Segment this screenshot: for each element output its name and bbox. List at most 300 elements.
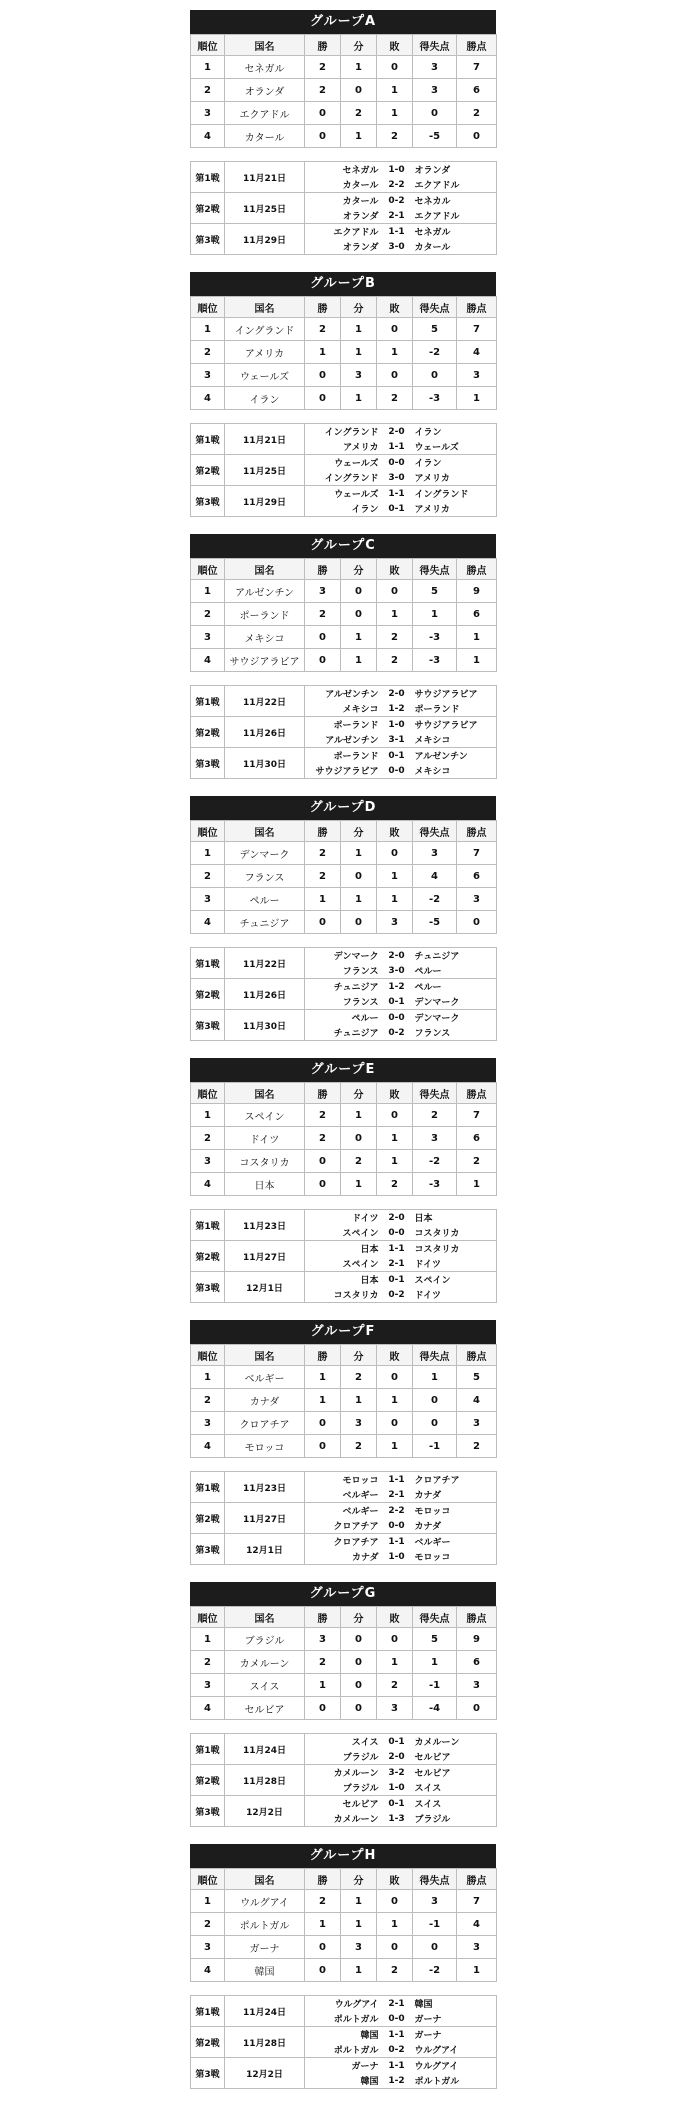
home-team: ブラジル xyxy=(305,1780,383,1796)
match-score: 3-0 xyxy=(383,963,411,979)
header-rank: 順位 xyxy=(191,1345,225,1366)
match-score: 2-1 xyxy=(383,208,411,224)
standings-row xyxy=(191,318,497,341)
away-team: カナダ xyxy=(411,1487,497,1503)
match-score: 1-1 xyxy=(383,2058,411,2074)
team-cell: 日本 xyxy=(225,1173,305,1196)
home-team: エクアドル xyxy=(305,224,383,240)
header-loss: 敗 xyxy=(377,1607,413,1628)
rank-cell: 1 xyxy=(191,1104,225,1127)
win-cell: 2 xyxy=(305,318,341,341)
header-gd: 得失点 xyxy=(413,1607,457,1628)
matches-table xyxy=(190,947,497,1041)
group-title: グループB xyxy=(190,272,496,296)
win-cell: 2 xyxy=(305,603,341,626)
header-loss: 敗 xyxy=(377,821,413,842)
pts-cell: 1 xyxy=(457,626,497,649)
header-win: 勝 xyxy=(305,1345,341,1366)
team-cell: クロアチア xyxy=(225,1412,305,1435)
gd-cell: 0 xyxy=(413,1936,457,1959)
win-cell: 0 xyxy=(305,1435,341,1458)
standings-row xyxy=(191,1651,497,1674)
home-team: メキシコ xyxy=(305,701,383,717)
win-cell: 1 xyxy=(305,1674,341,1697)
round-label: 第3戦 xyxy=(191,224,225,255)
rank-cell: 3 xyxy=(191,102,225,125)
pts-cell: 5 xyxy=(457,1366,497,1389)
home-team: ウルグアイ xyxy=(305,1996,383,2012)
home-team: フランス xyxy=(305,994,383,1010)
away-team: コスタリカ xyxy=(411,1241,497,1257)
gd-cell: 0 xyxy=(413,102,457,125)
standings-row xyxy=(191,1890,497,1913)
draw-cell: 0 xyxy=(341,79,377,102)
loss-cell: 2 xyxy=(377,1674,413,1697)
round-label: 第1戦 xyxy=(191,1210,225,1241)
standings-row xyxy=(191,79,497,102)
standings-table xyxy=(190,558,497,672)
header-win: 勝 xyxy=(305,1869,341,1890)
team-cell: デンマーク xyxy=(225,842,305,865)
draw-cell: 0 xyxy=(341,911,377,934)
pts-cell: 6 xyxy=(457,865,497,888)
pts-cell: 6 xyxy=(457,1651,497,1674)
loss-cell: 1 xyxy=(377,341,413,364)
win-cell: 1 xyxy=(305,1366,341,1389)
standings-row xyxy=(191,580,497,603)
away-team: ポルトガル xyxy=(411,2073,497,2089)
team-cell: エクアドル xyxy=(225,102,305,125)
win-cell: 0 xyxy=(305,911,341,934)
standings-row xyxy=(191,1104,497,1127)
match-score: 0-1 xyxy=(383,1734,411,1750)
away-team: デンマーク xyxy=(411,994,497,1010)
gd-cell: 3 xyxy=(413,1127,457,1150)
away-team: ドイツ xyxy=(411,1256,497,1272)
home-team: アルゼンチン xyxy=(305,732,383,748)
team-cell: スイス xyxy=(225,1674,305,1697)
match-score: 1-0 xyxy=(383,717,411,733)
group-title: グループC xyxy=(190,534,496,558)
match-row xyxy=(191,1272,497,1288)
home-team: セネガル xyxy=(305,162,383,178)
match-date: 11月28日 xyxy=(225,1765,305,1796)
home-team: ブラジル xyxy=(305,1749,383,1765)
draw-cell: 3 xyxy=(341,1936,377,1959)
gd-cell: 5 xyxy=(413,1628,457,1651)
away-team: 韓国 xyxy=(411,1996,497,2012)
standings-row xyxy=(191,1173,497,1196)
draw-cell: 1 xyxy=(341,318,377,341)
header-gd: 得失点 xyxy=(413,559,457,580)
header-win: 勝 xyxy=(305,297,341,318)
draw-cell: 1 xyxy=(341,341,377,364)
team-cell: 韓国 xyxy=(225,1959,305,1982)
pts-cell: 4 xyxy=(457,1389,497,1412)
header-rank: 順位 xyxy=(191,821,225,842)
round-label: 第2戦 xyxy=(191,1765,225,1796)
header-pts: 勝点 xyxy=(457,821,497,842)
round-label: 第3戦 xyxy=(191,1010,225,1041)
matches-table xyxy=(190,1995,497,2089)
pts-cell: 1 xyxy=(457,649,497,672)
team-cell: カタール xyxy=(225,125,305,148)
gd-cell: 3 xyxy=(413,842,457,865)
loss-cell: 1 xyxy=(377,888,413,911)
gd-cell: -4 xyxy=(413,1697,457,1720)
home-team: クロアチア xyxy=(305,1518,383,1534)
standings-row xyxy=(191,626,497,649)
rank-cell: 4 xyxy=(191,1697,225,1720)
gd-cell: 5 xyxy=(413,580,457,603)
pts-cell: 7 xyxy=(457,56,497,79)
pts-cell: 0 xyxy=(457,1697,497,1720)
match-score: 2-0 xyxy=(383,1749,411,1765)
rank-cell: 3 xyxy=(191,1412,225,1435)
loss-cell: 2 xyxy=(377,1173,413,1196)
away-team: イングランド xyxy=(411,486,497,502)
loss-cell: 2 xyxy=(377,1959,413,1982)
standings-row xyxy=(191,1412,497,1435)
match-date: 11月22日 xyxy=(225,948,305,979)
header-team: 国名 xyxy=(225,35,305,56)
match-row xyxy=(191,1210,497,1226)
group-section xyxy=(190,534,496,779)
team-cell: ウルグアイ xyxy=(225,1890,305,1913)
round-label: 第3戦 xyxy=(191,1534,225,1565)
standings-row xyxy=(191,865,497,888)
away-team: ドイツ xyxy=(411,1287,497,1303)
match-date: 11月27日 xyxy=(225,1241,305,1272)
header-pts: 勝点 xyxy=(457,559,497,580)
away-team: クロアチア xyxy=(411,1472,497,1488)
gd-cell: -3 xyxy=(413,387,457,410)
away-team: ガーナ xyxy=(411,2027,497,2043)
gd-cell: 1 xyxy=(413,603,457,626)
home-team: オランダ xyxy=(305,239,383,255)
match-score: 0-2 xyxy=(383,2042,411,2058)
match-date: 11月23日 xyxy=(225,1472,305,1503)
loss-cell: 0 xyxy=(377,318,413,341)
team-cell: チュニジア xyxy=(225,911,305,934)
rank-cell: 2 xyxy=(191,1651,225,1674)
home-team: セルビア xyxy=(305,1796,383,1812)
round-label: 第3戦 xyxy=(191,486,225,517)
team-cell: メキシコ xyxy=(225,626,305,649)
home-team: 韓国 xyxy=(305,2073,383,2089)
match-row xyxy=(191,2027,497,2043)
home-team: 日本 xyxy=(305,1241,383,1257)
home-team: イングランド xyxy=(305,424,383,440)
loss-cell: 1 xyxy=(377,1435,413,1458)
header-team: 国名 xyxy=(225,1607,305,1628)
gd-cell: -5 xyxy=(413,911,457,934)
match-score: 0-0 xyxy=(383,2011,411,2027)
home-team: スペイン xyxy=(305,1256,383,1272)
match-score: 1-1 xyxy=(383,1534,411,1550)
gd-cell: 2 xyxy=(413,1104,457,1127)
away-team: オランダ xyxy=(411,162,497,178)
rank-cell: 4 xyxy=(191,1173,225,1196)
rank-cell: 4 xyxy=(191,911,225,934)
standings-row xyxy=(191,125,497,148)
header-rank: 順位 xyxy=(191,1083,225,1104)
round-label: 第3戦 xyxy=(191,748,225,779)
match-date: 11月21日 xyxy=(225,424,305,455)
draw-cell: 1 xyxy=(341,649,377,672)
pts-cell: 3 xyxy=(457,1936,497,1959)
header-win: 勝 xyxy=(305,1083,341,1104)
header-gd: 得失点 xyxy=(413,1869,457,1890)
match-score: 1-3 xyxy=(383,1811,411,1827)
gd-cell: -2 xyxy=(413,1959,457,1982)
draw-cell: 2 xyxy=(341,1150,377,1173)
match-date: 11月25日 xyxy=(225,193,305,224)
team-cell: ポーランド xyxy=(225,603,305,626)
rank-cell: 1 xyxy=(191,318,225,341)
round-label: 第2戦 xyxy=(191,717,225,748)
match-score: 2-0 xyxy=(383,424,411,440)
away-team: ペルー xyxy=(411,979,497,995)
rank-cell: 4 xyxy=(191,1435,225,1458)
header-rank: 順位 xyxy=(191,1869,225,1890)
away-team: ペルー xyxy=(411,963,497,979)
match-row xyxy=(191,979,497,995)
draw-cell: 1 xyxy=(341,1104,377,1127)
win-cell: 2 xyxy=(305,56,341,79)
win-cell: 0 xyxy=(305,125,341,148)
home-team: コスタリカ xyxy=(305,1287,383,1303)
rank-cell: 2 xyxy=(191,341,225,364)
loss-cell: 0 xyxy=(377,580,413,603)
win-cell: 2 xyxy=(305,865,341,888)
home-team: ポーランド xyxy=(305,717,383,733)
loss-cell: 0 xyxy=(377,1628,413,1651)
draw-cell: 1 xyxy=(341,1389,377,1412)
round-label: 第1戦 xyxy=(191,1472,225,1503)
standings-row xyxy=(191,1913,497,1936)
group-section xyxy=(190,1058,496,1303)
header-loss: 敗 xyxy=(377,559,413,580)
round-label: 第2戦 xyxy=(191,1241,225,1272)
away-team: エクアドル xyxy=(411,208,497,224)
pts-cell: 7 xyxy=(457,842,497,865)
team-cell: サウジアラビア xyxy=(225,649,305,672)
draw-cell: 3 xyxy=(341,364,377,387)
gd-cell: -1 xyxy=(413,1674,457,1697)
win-cell: 0 xyxy=(305,1150,341,1173)
gd-cell: 0 xyxy=(413,1412,457,1435)
home-team: ベルギー xyxy=(305,1487,383,1503)
home-team: ガーナ xyxy=(305,2058,383,2074)
gd-cell: 0 xyxy=(413,364,457,387)
header-draw: 分 xyxy=(341,1607,377,1628)
match-date: 12月1日 xyxy=(225,1534,305,1565)
header-pts: 勝点 xyxy=(457,297,497,318)
match-date: 11月24日 xyxy=(225,1734,305,1765)
rank-cell: 3 xyxy=(191,364,225,387)
match-row xyxy=(191,224,497,240)
team-cell: カメルーン xyxy=(225,1651,305,1674)
pts-cell: 2 xyxy=(457,1150,497,1173)
standings-row xyxy=(191,1127,497,1150)
match-date: 11月25日 xyxy=(225,455,305,486)
home-team: カメルーン xyxy=(305,1811,383,1827)
standings-row xyxy=(191,387,497,410)
rank-cell: 4 xyxy=(191,125,225,148)
rank-cell: 1 xyxy=(191,1628,225,1651)
match-score: 3-1 xyxy=(383,732,411,748)
standings-row xyxy=(191,1628,497,1651)
match-score: 1-1 xyxy=(383,486,411,502)
match-score: 2-1 xyxy=(383,1487,411,1503)
home-team: スペイン xyxy=(305,1225,383,1241)
round-label: 第2戦 xyxy=(191,193,225,224)
away-team: エクアドル xyxy=(411,177,497,193)
pts-cell: 9 xyxy=(457,1628,497,1651)
away-team: ブラジル xyxy=(411,1811,497,1827)
group-title: グループH xyxy=(190,1844,496,1868)
win-cell: 2 xyxy=(305,842,341,865)
home-team: アルゼンチン xyxy=(305,686,383,702)
groups-container xyxy=(190,10,496,2106)
match-score: 0-0 xyxy=(383,1225,411,1241)
match-score: 0-2 xyxy=(383,1287,411,1303)
home-team: 日本 xyxy=(305,1272,383,1288)
loss-cell: 0 xyxy=(377,1366,413,1389)
away-team: フランス xyxy=(411,1025,497,1041)
away-team: メキシコ xyxy=(411,732,497,748)
round-label: 第2戦 xyxy=(191,979,225,1010)
match-row xyxy=(191,748,497,764)
match-score: 2-2 xyxy=(383,1503,411,1519)
rank-cell: 2 xyxy=(191,603,225,626)
draw-cell: 1 xyxy=(341,888,377,911)
match-score: 0-1 xyxy=(383,994,411,1010)
away-team: アメリカ xyxy=(411,470,497,486)
group-title: グループD xyxy=(190,796,496,820)
header-draw: 分 xyxy=(341,559,377,580)
standings-header-row xyxy=(191,35,497,56)
header-rank: 順位 xyxy=(191,35,225,56)
group-title: グループG xyxy=(190,1582,496,1606)
header-pts: 勝点 xyxy=(457,1869,497,1890)
away-team: デンマーク xyxy=(411,1010,497,1026)
match-score: 3-0 xyxy=(383,239,411,255)
gd-cell: 1 xyxy=(413,1366,457,1389)
header-loss: 敗 xyxy=(377,1083,413,1104)
away-team: ガーナ xyxy=(411,2011,497,2027)
standings-header-row xyxy=(191,1869,497,1890)
standings-header-row xyxy=(191,1607,497,1628)
gd-cell: -2 xyxy=(413,341,457,364)
win-cell: 3 xyxy=(305,580,341,603)
header-win: 勝 xyxy=(305,35,341,56)
pts-cell: 7 xyxy=(457,318,497,341)
rank-cell: 1 xyxy=(191,1890,225,1913)
standings-header-row xyxy=(191,821,497,842)
matches-table xyxy=(190,1471,497,1565)
home-team: ポルトガル xyxy=(305,2011,383,2027)
pts-cell: 3 xyxy=(457,364,497,387)
away-team: アルゼンチン xyxy=(411,748,497,764)
match-score: 0-0 xyxy=(383,1518,411,1534)
standings-row xyxy=(191,1435,497,1458)
win-cell: 1 xyxy=(305,1913,341,1936)
header-loss: 敗 xyxy=(377,1345,413,1366)
rank-cell: 2 xyxy=(191,1913,225,1936)
gd-cell: -1 xyxy=(413,1435,457,1458)
loss-cell: 2 xyxy=(377,626,413,649)
away-team: ポーランド xyxy=(411,701,497,717)
draw-cell: 0 xyxy=(341,1674,377,1697)
standings-row xyxy=(191,1150,497,1173)
loss-cell: 0 xyxy=(377,364,413,387)
draw-cell: 1 xyxy=(341,387,377,410)
gd-cell: 3 xyxy=(413,56,457,79)
home-team: ベルギー xyxy=(305,1503,383,1519)
match-row xyxy=(191,2058,497,2074)
away-team: 日本 xyxy=(411,1210,497,1226)
header-rank: 順位 xyxy=(191,297,225,318)
pts-cell: 9 xyxy=(457,580,497,603)
win-cell: 0 xyxy=(305,1936,341,1959)
pts-cell: 6 xyxy=(457,79,497,102)
team-cell: アメリカ xyxy=(225,341,305,364)
draw-cell: 1 xyxy=(341,626,377,649)
loss-cell: 0 xyxy=(377,56,413,79)
loss-cell: 1 xyxy=(377,603,413,626)
loss-cell: 3 xyxy=(377,1697,413,1720)
match-score: 1-1 xyxy=(383,439,411,455)
header-team: 国名 xyxy=(225,1345,305,1366)
win-cell: 2 xyxy=(305,1127,341,1150)
win-cell: 0 xyxy=(305,102,341,125)
draw-cell: 1 xyxy=(341,1890,377,1913)
header-draw: 分 xyxy=(341,1345,377,1366)
home-team: フランス xyxy=(305,963,383,979)
match-score: 0-0 xyxy=(383,763,411,779)
match-score: 0-1 xyxy=(383,1796,411,1812)
standings-row xyxy=(191,364,497,387)
home-team: イングランド xyxy=(305,470,383,486)
match-row xyxy=(191,1534,497,1550)
match-row xyxy=(191,424,497,440)
away-team: カメルーン xyxy=(411,1734,497,1750)
home-team: ウェールズ xyxy=(305,455,383,471)
draw-cell: 2 xyxy=(341,1435,377,1458)
standings-row xyxy=(191,911,497,934)
match-row xyxy=(191,162,497,178)
match-date: 11月23日 xyxy=(225,1210,305,1241)
group-section xyxy=(190,1844,496,2089)
match-row xyxy=(191,717,497,733)
team-cell: ブラジル xyxy=(225,1628,305,1651)
away-team: スイス xyxy=(411,1796,497,1812)
gd-cell: 5 xyxy=(413,318,457,341)
match-score: 0-2 xyxy=(383,1025,411,1041)
match-date: 11月21日 xyxy=(225,162,305,193)
header-win: 勝 xyxy=(305,559,341,580)
home-team: カタール xyxy=(305,193,383,209)
loss-cell: 2 xyxy=(377,125,413,148)
group-section xyxy=(190,10,496,255)
match-date: 11月30日 xyxy=(225,748,305,779)
header-win: 勝 xyxy=(305,1607,341,1628)
home-team: チュニジア xyxy=(305,979,383,995)
match-score: 0-0 xyxy=(383,1010,411,1026)
team-cell: アルゼンチン xyxy=(225,580,305,603)
